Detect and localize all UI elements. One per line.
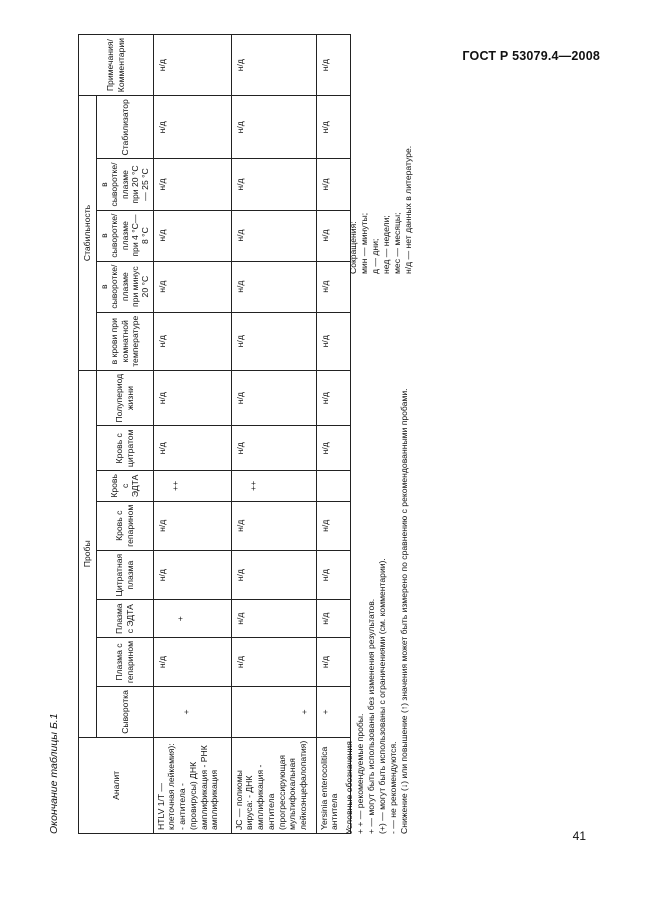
comments-cell: н/д: [316, 35, 350, 96]
analyte-cell: JC — полиомы вируса: - ДНК амплификация - антитела (прогрессирующая мультифокальная лейкоэнцефалопатия): [231, 737, 316, 833]
analyte-cell: Yersinia enterocolitica антитела: [316, 737, 350, 833]
header-stab-minus20: в сыворотке/ плазме при минус 20 °С: [97, 261, 154, 312]
abbreviation-line: нед — недели;: [381, 215, 391, 274]
heparin-plasma-cell: н/д: [231, 637, 316, 686]
note-line: + + — рекомендуемые пробы.: [355, 713, 365, 834]
stab-room-cell: н/д: [153, 312, 231, 370]
header-edta-plasma: Плазма с ЭДТА: [97, 600, 154, 638]
header-heparin-plasma: Плазма с гепарином: [97, 637, 154, 686]
header-group-samples: Пробы: [79, 370, 97, 737]
stab-4-8-cell: н/д: [231, 210, 316, 261]
abbreviation-line: мес — месяцы;: [392, 212, 402, 274]
stability-table: [78, 34, 351, 834]
document-header: ГОСТ Р 53079.4—2008: [462, 49, 600, 63]
edta-plasma-cell: н/д: [231, 600, 316, 638]
analyte-cell: HTLV 1/T — клеточная лейкемия): - антитела - (провирусы) ДНК амплификация - РНК амплификация: [153, 737, 231, 833]
header-stab-20-25: в сыворотке/ плазме при 20 °С — 25 °С: [97, 159, 154, 210]
note-line: - — не рекомендуются.: [388, 741, 398, 834]
comments-cell: н/д: [153, 35, 231, 96]
heparin-blood-cell: н/д: [231, 501, 316, 550]
abbreviation-line: н/д — нет данных в литературе.: [403, 145, 413, 274]
heparin-blood-cell: н/д: [316, 501, 350, 550]
header-group-stability: Стабильность: [79, 96, 97, 371]
comments-cell: н/д: [231, 35, 316, 96]
citrate-plasma-cell: н/д: [316, 550, 350, 600]
header-serum: Сыворотка: [97, 687, 154, 738]
stab-room-cell: н/д: [231, 312, 316, 370]
header-analyte: Аналит: [79, 737, 154, 833]
citrate-plasma-cell: н/д: [231, 550, 316, 600]
header-stabilizer: Стабилизатор: [97, 96, 154, 159]
note-line: (+) — могут быть использованы с ограничениями (см. комментарии).: [377, 558, 387, 834]
stabilizer-cell: н/д: [153, 96, 231, 159]
note-line: + — могут быть использованы без изменения результатов.: [366, 598, 376, 834]
serum-cell: +: [153, 687, 231, 738]
stabilizer-cell: н/д: [316, 96, 350, 159]
rotated-table-block: [48, 38, 453, 834]
citrate-blood-cell: н/д: [153, 426, 231, 471]
half-life-cell: н/д: [231, 370, 316, 426]
header-citrate-plasma: Цитратная плазма: [97, 550, 154, 600]
edta-plasma-cell: н/д: [316, 600, 350, 638]
note-line: Снижение (↓) или повышение (↑) значения может быть измерено по сравнению с рекомендованными пробами.: [399, 388, 409, 834]
abbreviation-line: мин — минуты;: [359, 212, 369, 274]
header-comments: Примечания/ Комментарии: [79, 35, 154, 96]
header-edta-blood: Кровь с ЭДТА: [97, 471, 154, 502]
heparin-blood-cell: н/д: [153, 501, 231, 550]
notes-title: Условные обозначения: [344, 741, 354, 834]
half-life-cell: н/д: [316, 370, 350, 426]
header-citrate-blood: Кровь с цитратом: [97, 426, 154, 471]
header-stab-4-8: в сыворотке/ плазме при 4 °С—8 °С: [97, 210, 154, 261]
table-caption: Окончание таблицы Б.1: [48, 713, 60, 834]
stab-room-cell: н/д: [316, 312, 350, 370]
stab-20-25-cell: н/д: [231, 159, 316, 210]
abbreviation-line: д — дни;: [370, 238, 380, 274]
header-half-life: Полупериод жизни: [97, 370, 154, 426]
stab-minus20-cell: н/д: [153, 261, 231, 312]
citrate-plasma-cell: н/д: [153, 550, 231, 600]
abbreviations: [348, 146, 414, 274]
heparin-plasma-cell: н/д: [153, 637, 231, 686]
abbreviations-title: Сокращения:: [348, 221, 358, 274]
stab-minus20-cell: н/д: [231, 261, 316, 312]
header-heparin-blood: Кровь с гепарином: [97, 501, 154, 550]
edta-blood-cell: ++: [231, 471, 316, 502]
serum-cell: +: [316, 687, 350, 738]
heparin-plasma-cell: н/д: [316, 637, 350, 686]
page-number: 41: [572, 829, 586, 843]
half-life-cell: н/д: [153, 370, 231, 426]
stab-4-8-cell: н/д: [153, 210, 231, 261]
serum-cell: +: [231, 687, 316, 738]
stab-minus20-cell: н/д: [316, 261, 350, 312]
stab-20-25-cell: н/д: [316, 159, 350, 210]
edta-plasma-cell: +: [153, 600, 231, 638]
edta-blood-cell: ++: [153, 471, 231, 502]
table-row: [153, 35, 231, 834]
header-stab-room: в крови при комнатной температуре: [97, 312, 154, 370]
stab-4-8-cell: н/д: [316, 210, 350, 261]
table-row: [231, 35, 316, 834]
citrate-blood-cell: н/д: [316, 426, 350, 471]
citrate-blood-cell: н/д: [231, 426, 316, 471]
stab-20-25-cell: н/д: [153, 159, 231, 210]
stabilizer-cell: н/д: [231, 96, 316, 159]
